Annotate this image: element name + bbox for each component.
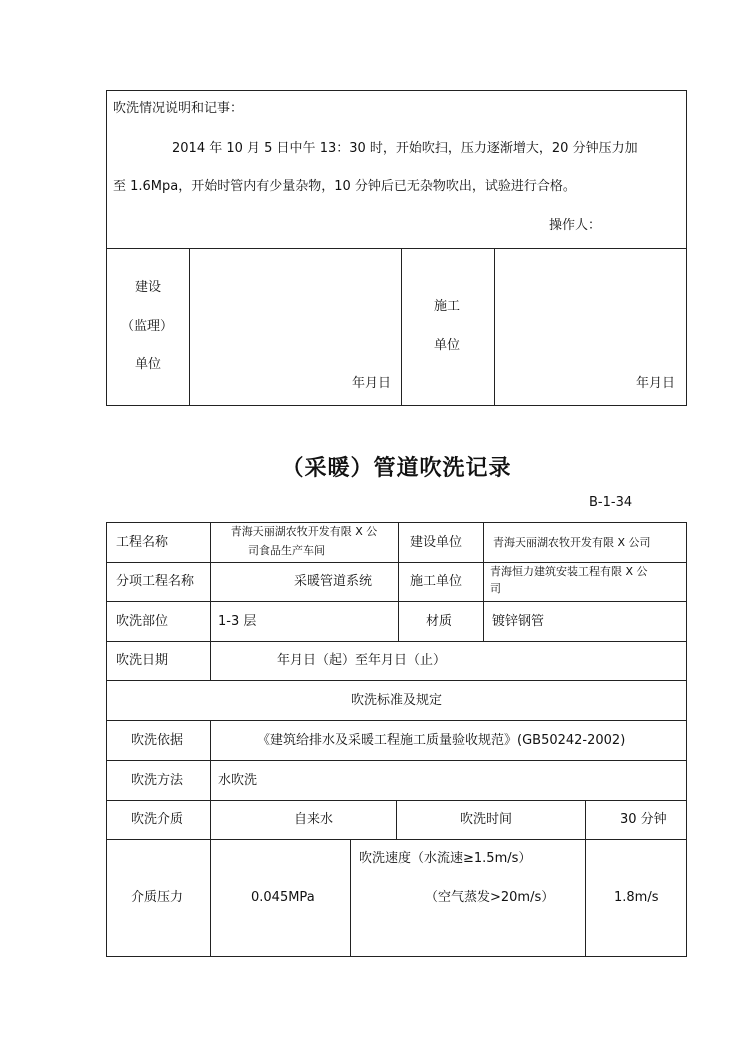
contractor-line-2: 司 [490, 582, 501, 595]
time-value: 30 分钟 [620, 812, 667, 827]
col-line [350, 839, 351, 957]
material-value: 镀锌钢管 [492, 614, 545, 629]
row-line [106, 562, 687, 563]
notes-heading: 吹洗情况说明和记事： [113, 101, 244, 116]
page-title: （采暖）管道吹洗记录 [281, 455, 512, 481]
date-left: 年月日 [352, 376, 392, 391]
pressure-value: 0.045MPa [251, 890, 315, 905]
contractor-value [490, 565, 685, 596]
row-line [106, 720, 687, 721]
pressure-label: 介质压力 [131, 890, 184, 905]
row-line [106, 641, 687, 642]
col-line [396, 800, 397, 839]
sign-divider-1 [189, 248, 190, 406]
shigong-label-2: 单位 [434, 338, 461, 353]
row-line [106, 601, 687, 602]
sign-divider-3 [494, 248, 495, 406]
date-right: 年月日 [636, 376, 676, 391]
speed-value: 1.8m/s [614, 890, 659, 905]
date-label: 吹洗日期 [116, 653, 169, 668]
builder-label: 建设单位 [410, 535, 463, 550]
project-name-line-2: 司食品生产车间 [248, 544, 325, 557]
medium-label: 吹洗介质 [131, 812, 184, 827]
row-line [106, 760, 687, 761]
date-value: 年月日（起）至年月日（止） [277, 653, 447, 668]
sign-divider-2 [401, 248, 402, 406]
doc-code: B-1-34 [589, 495, 633, 510]
material-label: 材质 [426, 614, 453, 629]
row-line [106, 680, 687, 681]
project-name-label: 工程名称 [116, 535, 169, 550]
time-label: 吹洗时间 [460, 812, 513, 827]
part-label: 吹洗部位 [116, 614, 169, 629]
jianshe-label-2: （监理） [121, 319, 174, 334]
col-line [210, 720, 211, 957]
shigong-label-1: 施工 [434, 299, 461, 314]
sub-project-label: 分项工程名称 [116, 574, 195, 589]
notes-line-2: 至 1.6Mpa，开始时管内有少量杂物，10 分钟后已无杂物吹出，试验进行合格。 [113, 179, 576, 194]
standard-heading: 吹洗标准及规定 [350, 693, 442, 708]
builder-value: 青海天丽湖农牧开发有限 X 公司 [493, 536, 651, 549]
part-value: 1-3 层 [218, 614, 257, 629]
project-name-value [210, 525, 398, 558]
speed-label-2: （空气蒸发>20m/s） [425, 890, 555, 905]
basis-label: 吹洗依据 [131, 733, 184, 748]
contractor-label: 施工单位 [410, 574, 463, 589]
col-line [483, 522, 484, 641]
notes-divider [106, 248, 687, 249]
jianshe-label-1: 建设 [135, 280, 162, 295]
notes-line-1: 2014 年 10 月 5 日中午 13：30 时，开始吹扫，压力逐渐增大，20 分钟压力加 [172, 141, 638, 156]
operator-label: 操作人： [549, 218, 602, 233]
col-line [585, 800, 586, 957]
jianshe-label-3: 单位 [135, 357, 162, 372]
medium-value: 自来水 [294, 812, 334, 827]
col-line [398, 522, 399, 641]
method-value: 水吹洗 [218, 773, 258, 788]
sub-project-value: 采暖管道系统 [294, 574, 373, 589]
method-label: 吹洗方法 [131, 773, 184, 788]
basis-value: 《建筑给排水及采暖工程施工质量验收规范》(GB50242-2002) [257, 733, 626, 748]
contractor-line-1: 青海恒力建筑安装工程有限 X 公 [490, 565, 648, 578]
project-name-line-1: 青海天丽湖农牧开发有限 X 公 [230, 525, 378, 538]
row-line [106, 839, 687, 840]
speed-label-1: 吹洗速度（水流速≥1.5m/s） [359, 851, 532, 866]
